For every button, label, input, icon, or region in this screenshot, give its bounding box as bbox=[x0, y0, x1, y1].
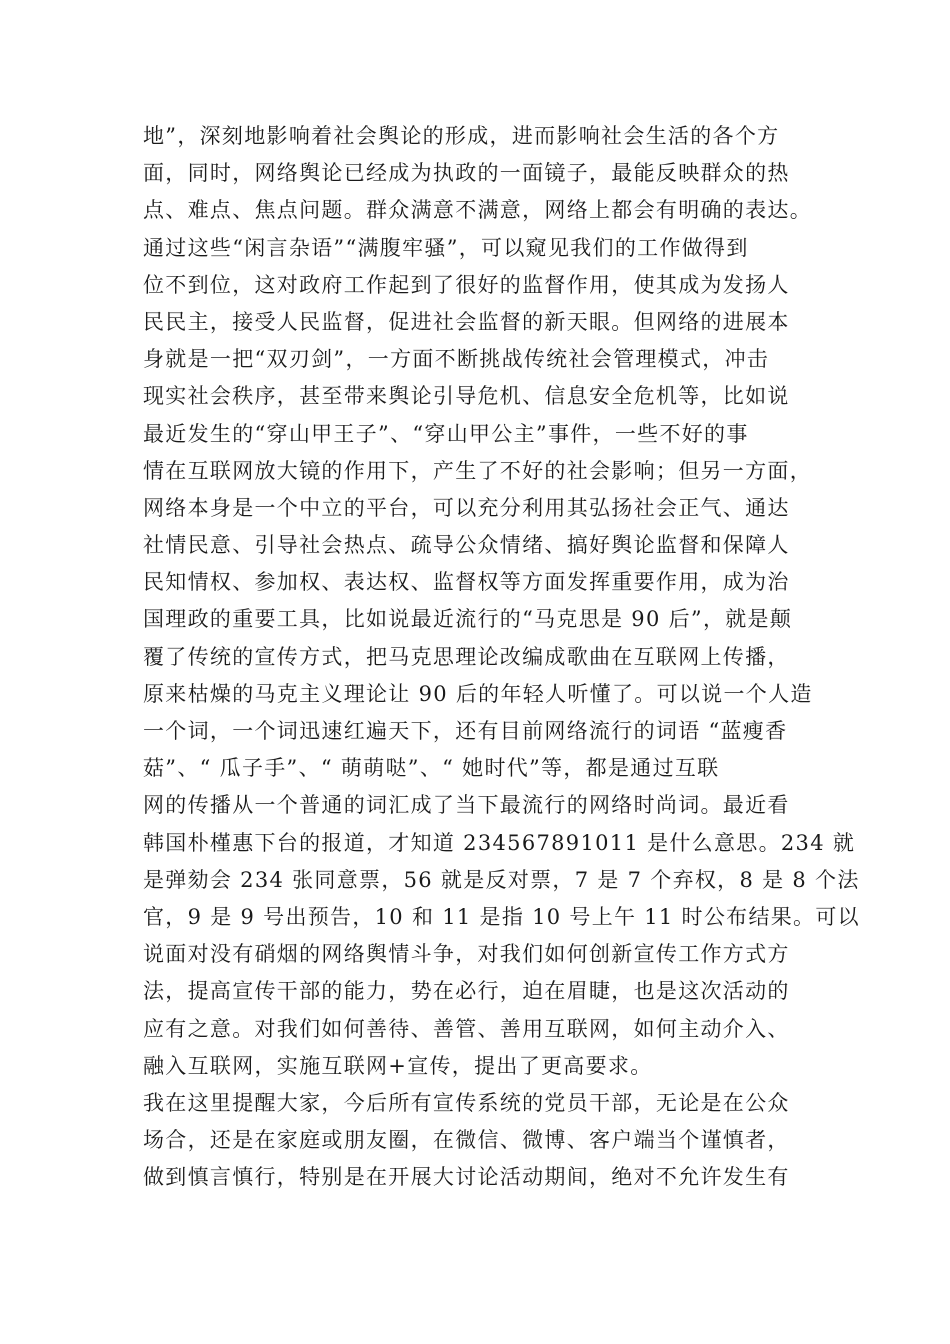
text-line: 社情民意、引导社会热点、疏导公众情绪、搞好舆论监督和保障人 bbox=[143, 533, 790, 558]
text-line: 原来枯燥的马克主义理论让 90 后的年轻人听懂了。可以说一个人造 bbox=[143, 681, 813, 706]
text-line: 面，同时，网络舆论已经成为执政的一面镜子，最能反映群众的热 bbox=[143, 161, 790, 186]
text-line: 网络本身是一个中立的平台，可以充分利用其弘扬社会正气、通达 bbox=[143, 495, 790, 520]
text-line: 民民主，接受人民监督，促进社会监督的新天眼。但网络的进展本 bbox=[143, 309, 790, 334]
text-line: 网的传播从一个普通的词汇成了当下最流行的网络时尚词。最近看 bbox=[143, 793, 790, 818]
text-line: 做到慎言慎行，特别是在开展大讨论活动期间，绝对不允许发生有 bbox=[143, 1165, 790, 1190]
text-line: 韩国朴槿惠下台的报道，才知道 234567891011 是什么意思。234 就 bbox=[143, 830, 856, 855]
text-line: 法，提高宣传干部的能力，势在必行，迫在眉睫，也是这次活动的 bbox=[143, 979, 790, 1004]
text-line: 菇”、“ 瓜子手”、“ 萌萌哒”、“ 她时代”等，都是通过互联 bbox=[143, 756, 720, 781]
text-line: 我在这里提醒大家，今后所有宣传系统的党员干部，无论是在公众 bbox=[143, 1090, 790, 1115]
text-line: 融入互联网，实施互联网+宣传，提出了更高要求。 bbox=[143, 1053, 653, 1078]
text-line: 民知情权、参加权、表达权、监督权等方面发挥重要作用，成为治 bbox=[143, 570, 790, 595]
text-line: 身就是一把“双刃剑”，一方面不断挑战传统社会管理模式，冲击 bbox=[143, 347, 770, 372]
text-line: 覆了传统的宣传方式，把马克思理论改编成歌曲在互联网上传播， bbox=[143, 644, 790, 669]
text-line: 是弹劾会 234 张同意票，56 就是反对票，7 是 7 个弃权，8 是 8 个法 bbox=[143, 867, 860, 892]
text-line: 点、难点、焦点问题。群众满意不满意，网络上都会有明确的表达。 bbox=[143, 198, 812, 223]
text-line: 官，9 是 9 号出预告，10 和 11 是指 10 号上午 11 时公布结果。可以 bbox=[143, 904, 860, 929]
text-line: 一个词，一个词迅速红遍天下，还有目前网络流行的词语 “蓝瘦香 bbox=[143, 719, 788, 743]
text-line: 最近发生的“穿山甲王子”、“穿山甲公主”事件，一些不好的事 bbox=[143, 421, 749, 446]
text-line: 位不到位，这对政府工作起到了很好的监督作用，使其成为发扬人 bbox=[143, 272, 790, 297]
text-line: 情在互联网放大镜的作用下，产生了不好的社会影响；但另一方面， bbox=[143, 458, 812, 483]
text-line: 场合，还是在家庭或朋友圈，在微信、微博、客户端当个谨慎者， bbox=[143, 1128, 790, 1153]
text-line: 地”，深刻地影响着社会舆论的形成，进而影响社会生活的各个方 bbox=[143, 124, 780, 148]
text-line: 现实社会秩序，甚至带来舆论引导危机、信息安全危机等，比如说 bbox=[143, 384, 790, 409]
body-text bbox=[143, 118, 860, 1196]
text-line: 国理政的重要工具，比如说最近流行的“马克思是 90 后”，就是颠 bbox=[143, 607, 793, 632]
text-line: 通过这些“闲言杂语”“满腹牢骚”，可以窥见我们的工作做得到 bbox=[143, 235, 749, 260]
text-line: 应有之意。对我们如何善待、善管、善用互联网，如何主动介入、 bbox=[143, 1016, 790, 1041]
text-line: 说面对没有硝烟的网络舆情斗争，对我们如何创新宣传工作方式方 bbox=[143, 942, 790, 967]
